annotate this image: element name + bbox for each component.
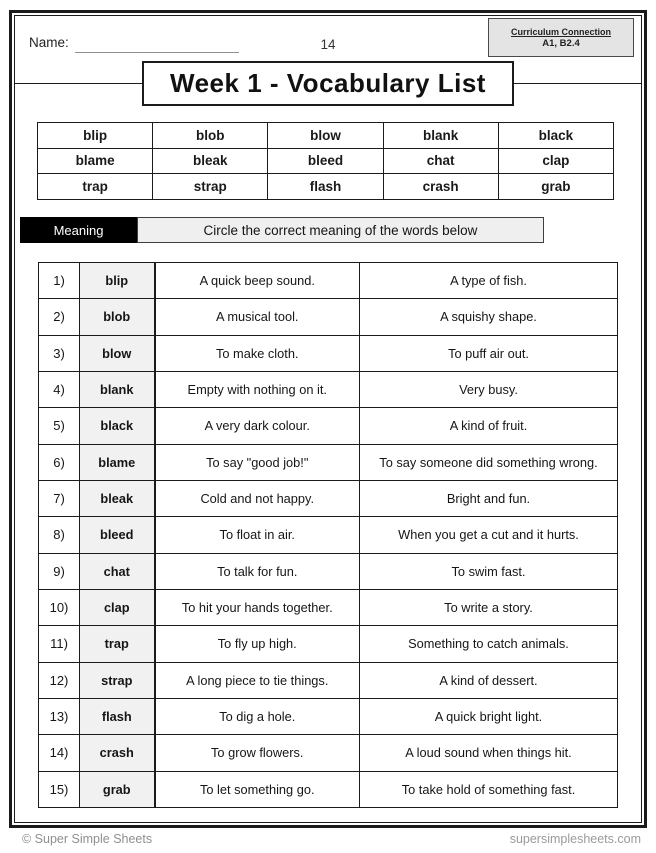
- page-number: 14: [320, 37, 336, 52]
- meaning-option-b[interactable]: To puff air out.: [360, 335, 618, 371]
- vocabulary-word: blob: [80, 299, 155, 335]
- word-bank-word: trap: [38, 174, 153, 200]
- meaning-option-b[interactable]: When you get a cut and it hurts.: [360, 517, 618, 553]
- row-number: 4): [39, 371, 80, 407]
- meaning-option-b[interactable]: To swim fast.: [360, 553, 618, 589]
- meaning-option-a[interactable]: To fly up high.: [155, 626, 360, 662]
- word-bank-row: [38, 123, 614, 149]
- row-number: 1): [39, 263, 80, 299]
- meaning-option-a[interactable]: Empty with nothing on it.: [155, 371, 360, 407]
- vocabulary-word: grab: [80, 771, 155, 807]
- curriculum-connection-title: Curriculum Connection: [510, 26, 611, 37]
- vocabulary-word: clap: [80, 589, 155, 625]
- meaning-option-a[interactable]: To talk for fun.: [155, 553, 360, 589]
- word-bank-word: chat: [383, 148, 498, 174]
- word-bank-word: crash: [383, 174, 498, 200]
- meaning-option-a[interactable]: A very dark colour.: [155, 408, 360, 444]
- word-bank-row: [38, 174, 614, 200]
- meaning-option-b[interactable]: A type of fish.: [360, 263, 618, 299]
- meaning-option-a[interactable]: A quick beep sound.: [155, 263, 360, 299]
- word-bank-word: blow: [268, 123, 383, 149]
- vocabulary-word: bleed: [80, 517, 155, 553]
- quiz-row: [39, 408, 618, 444]
- quiz-row: [39, 444, 618, 480]
- row-number: 10): [39, 589, 80, 625]
- quiz-row: [39, 553, 618, 589]
- curriculum-connection-box: [488, 18, 634, 57]
- meaning-option-a[interactable]: To float in air.: [155, 517, 360, 553]
- meaning-section-label: Meaning: [20, 217, 137, 243]
- name-blank-line[interactable]: [75, 52, 239, 53]
- meaning-option-b[interactable]: Something to catch animals.: [360, 626, 618, 662]
- quiz-row: [39, 735, 618, 771]
- word-bank-word: clap: [498, 148, 613, 174]
- word-bank-row: [38, 148, 614, 174]
- worksheet-page: [14, 15, 642, 823]
- meaning-option-b[interactable]: A kind of dessert.: [360, 662, 618, 698]
- quiz-row: [39, 335, 618, 371]
- vocabulary-word: strap: [80, 662, 155, 698]
- row-number: 3): [39, 335, 80, 371]
- meaning-option-a[interactable]: To let something go.: [155, 771, 360, 807]
- meaning-option-b[interactable]: Very busy.: [360, 371, 618, 407]
- vocabulary-word: black: [80, 408, 155, 444]
- curriculum-connection-codes: A1, B2.4: [542, 37, 580, 49]
- row-number: 2): [39, 299, 80, 335]
- quiz-row: [39, 771, 618, 807]
- name-label: Name:: [29, 35, 69, 50]
- meaning-option-b[interactable]: A loud sound when things hit.: [360, 735, 618, 771]
- instruction-text: Circle the correct meaning of the words below: [137, 217, 544, 243]
- row-number: 12): [39, 662, 80, 698]
- quiz-row: [39, 371, 618, 407]
- row-number: 13): [39, 698, 80, 734]
- quiz-row: [39, 662, 618, 698]
- vocabulary-word: blip: [80, 263, 155, 299]
- row-number: 8): [39, 517, 80, 553]
- vocabulary-word: chat: [80, 553, 155, 589]
- row-number: 15): [39, 771, 80, 807]
- word-bank-table: [37, 122, 614, 200]
- vocabulary-word: trap: [80, 626, 155, 662]
- meaning-option-a[interactable]: To say "good job!": [155, 444, 360, 480]
- word-bank-word: blob: [153, 123, 268, 149]
- word-bank-word: bleed: [268, 148, 383, 174]
- meaning-option-a[interactable]: A musical tool.: [155, 299, 360, 335]
- row-number: 5): [39, 408, 80, 444]
- footer-copyright: © Super Simple Sheets: [22, 832, 153, 846]
- vocabulary-word: flash: [80, 698, 155, 734]
- vocabulary-word: bleak: [80, 480, 155, 516]
- quiz-row: [39, 589, 618, 625]
- meaning-option-a[interactable]: A long piece to tie things.: [155, 662, 360, 698]
- meaning-option-a[interactable]: Cold and not happy.: [155, 480, 360, 516]
- row-number: 11): [39, 626, 80, 662]
- word-bank-word: strap: [153, 174, 268, 200]
- word-bank-word: blip: [38, 123, 153, 149]
- meaning-option-a[interactable]: To grow flowers.: [155, 735, 360, 771]
- meaning-option-b[interactable]: To say someone did something wrong.: [360, 444, 618, 480]
- row-number: 9): [39, 553, 80, 589]
- meaning-option-b[interactable]: To take hold of something fast.: [360, 771, 618, 807]
- row-number: 7): [39, 480, 80, 516]
- meaning-option-b[interactable]: To write a story.: [360, 589, 618, 625]
- word-bank-word: blame: [38, 148, 153, 174]
- vocabulary-word: crash: [80, 735, 155, 771]
- quiz-row: [39, 299, 618, 335]
- word-bank-word: bleak: [153, 148, 268, 174]
- word-bank-word: grab: [498, 174, 613, 200]
- quiz-row: [39, 626, 618, 662]
- word-bank-word: blank: [383, 123, 498, 149]
- quiz-row: [39, 480, 618, 516]
- quiz-row: [39, 517, 618, 553]
- meaning-option-b[interactable]: Bright and fun.: [360, 480, 618, 516]
- meaning-option-b[interactable]: A quick bright light.: [360, 698, 618, 734]
- row-number: 14): [39, 735, 80, 771]
- quiz-row: [39, 263, 618, 299]
- vocabulary-word: blow: [80, 335, 155, 371]
- meaning-option-a[interactable]: To dig a hole.: [155, 698, 360, 734]
- vocabulary-word: blame: [80, 444, 155, 480]
- meaning-option-a[interactable]: To hit your hands together.: [155, 589, 360, 625]
- worksheet-page-border: [9, 10, 647, 828]
- footer-website: supersimplesheets.com: [509, 832, 641, 846]
- quiz-table: [38, 262, 618, 808]
- meaning-option-b[interactable]: A squishy shape.: [360, 299, 618, 335]
- vocabulary-word: blank: [80, 371, 155, 407]
- word-bank-word: flash: [268, 174, 383, 200]
- word-bank-word: black: [498, 123, 613, 149]
- meaning-option-a[interactable]: To make cloth.: [155, 335, 360, 371]
- row-number: 6): [39, 444, 80, 480]
- quiz-row: [39, 698, 618, 734]
- meaning-option-b[interactable]: A kind of fruit.: [360, 408, 618, 444]
- page-title: Week 1 - Vocabulary List: [142, 61, 514, 106]
- instruction-bar: [20, 217, 544, 243]
